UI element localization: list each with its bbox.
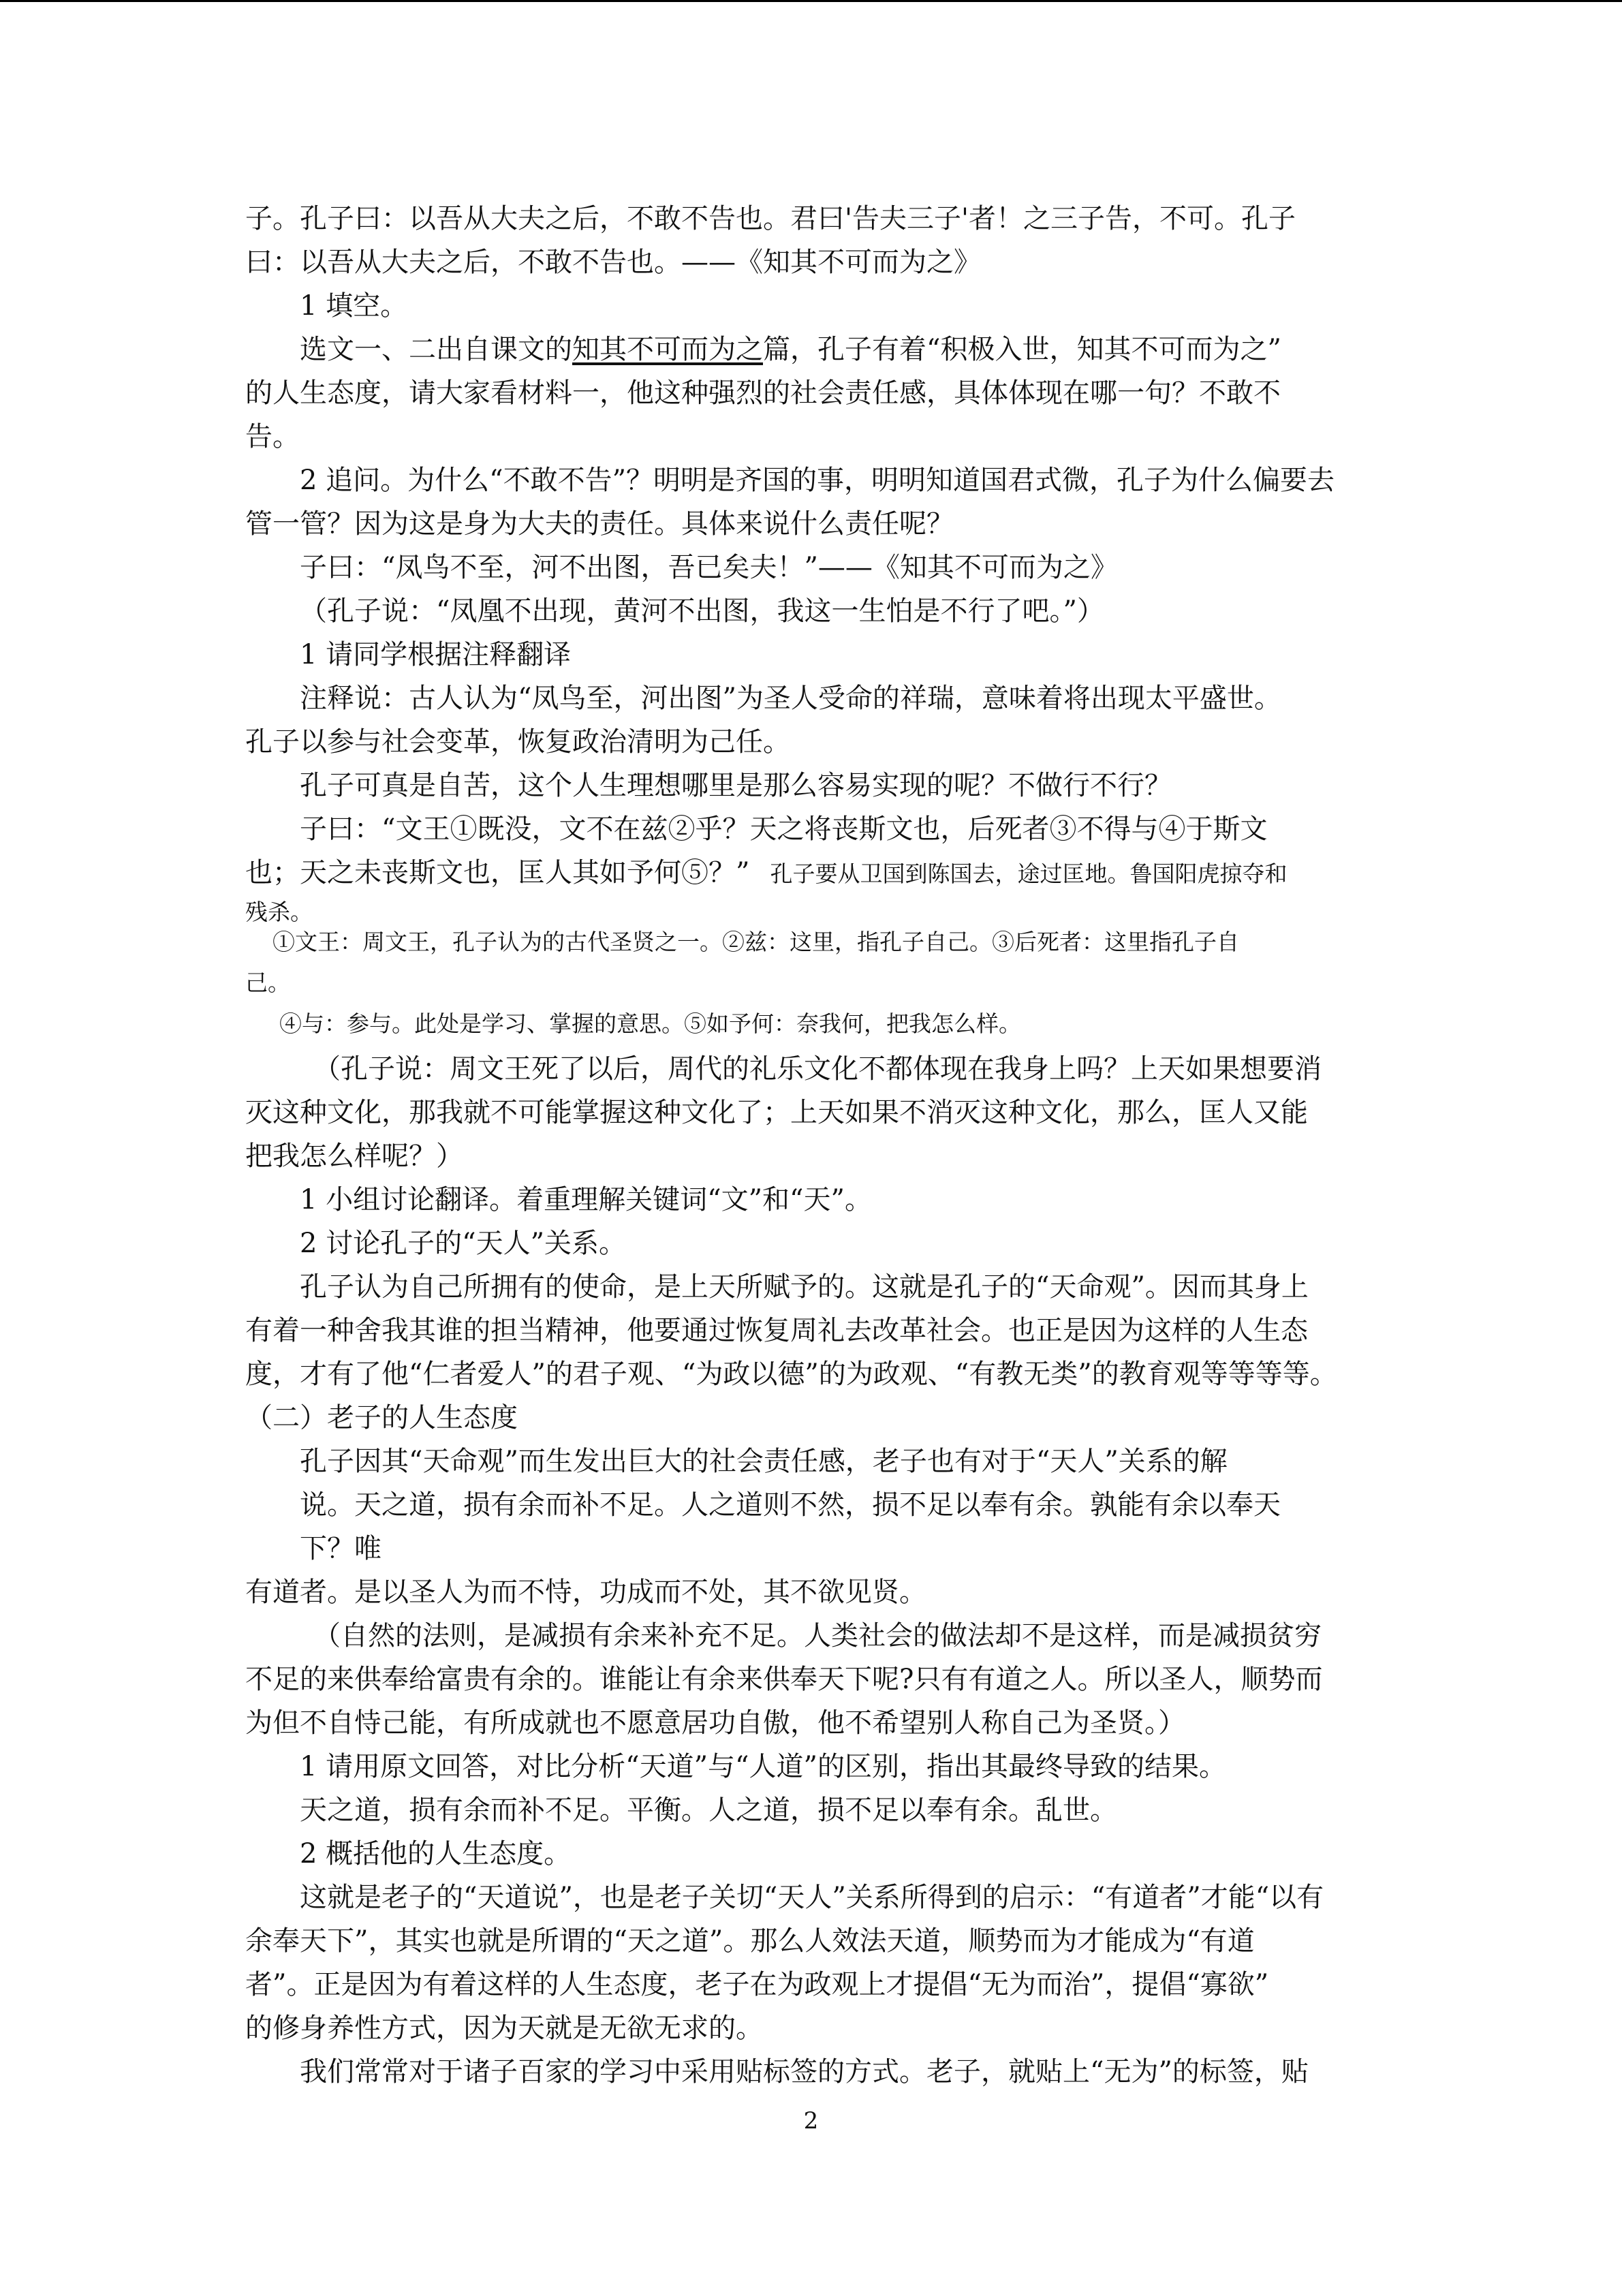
text-line: 我们常常对于诸子百家的学习中采用贴标签的方式。老子，就贴上“无为”的标签，贴 [300, 2056, 1309, 2088]
text-line: 为但不自恃己能，有所成就也不愿意居功自傲，他不希望别人称自己为圣贤。） [245, 1707, 1185, 1739]
text-line: 管一管？因为这是身为大夫的责任。具体来说什么责任呢？ [245, 508, 954, 540]
text-line: 注释说：古人认为“凤鸟至，河出图”为圣人受命的祥瑞，意味着将出现太平盛世。 [300, 683, 1281, 714]
footnote-line: ①文王：周文王，孔子认为的古代圣贤之一。②兹：这里，指孔子自己。③后死者：这里指孔子自 [272, 929, 1239, 955]
text-run: 篇，孔子有着“积极入世，知其不可而为之” [763, 334, 1281, 365]
text-line: 下？唯 [300, 1533, 381, 1564]
text-line: 把我怎么样呢？） [245, 1141, 463, 1172]
text-line: 的修身养性方式，因为天就是无欲无求的。 [245, 2013, 763, 2044]
text-line: 1 请同学根据注释翻译 [300, 639, 572, 670]
section-heading: （二）老子的人生态度 [245, 1402, 518, 1433]
text-line: 孔子因其“天命观”而生发出巨大的社会责任感，老子也有对于“天人”关系的解 [300, 1446, 1228, 1477]
text-line: 有着一种舍我其谁的担当精神，他要通过恢复周礼去改革社会。也正是因为这样的人生态 [245, 1315, 1308, 1346]
text-line: 子曰：“文王①既没，文不在兹②乎？天之将丧斯文也，后死者③不得与④于斯文 [300, 813, 1268, 845]
text-line: （孔子说：“凤凰不出现，黄河不出图，我这一生怕是不行了吧。”） [300, 595, 1104, 627]
text-line: 残杀。 [245, 899, 313, 925]
footnote-line: 己。 [245, 969, 290, 996]
text-line: 这就是老子的“天道说”，也是老子关切“天人”关系所得到的启示：“有道者”才能“以有 [300, 1882, 1324, 1913]
text-line: 孔子可真是自苦，这个人生理想哪里是那么容易实现的呢？不做行不行？ [300, 770, 1172, 801]
text-line: 告。 [245, 421, 300, 452]
text-line: 1 小组讨论翻译。着重理解关键词“文”和“天”。 [300, 1184, 872, 1215]
text-line: 天之道，损有余而补不足。平衡。人之道，损不足以奉有余。乱世。 [300, 1795, 1117, 1826]
underlined-title: 知其不可而为之 [572, 334, 763, 365]
text-line: （孔子说：周文王死了以后，周代的礼乐文化不都体现在我身上吗？上天如果想要消 [313, 1053, 1322, 1085]
footnote-line: ④与：参与。此处是学习、掌握的意思。⑤如予何：奈我何，把我怎么样。 [279, 1010, 1021, 1037]
text-line [0, 328, 1622, 371]
text-line: 灭这种文化，那我就不可能掌握这种文化了；上天如果不消灭这种文化，那么，匡人又能 [245, 1097, 1308, 1128]
text-line: 2 追问。为什么“不敢不告”？明明是齐国的事，明明知道国君式微，孔子为什么偏要去 [300, 465, 1335, 496]
small-text-run: 孔子要从卫国到陈国去，途过匡地。鲁国阳虎掠夺和 [770, 860, 1288, 887]
text-line: 子曰：“凤鸟不至，河不出图，吾已矣夫！”——《知其不可而为之》 [300, 552, 1118, 583]
text-line: （自然的法则，是减损有余来补充不足。人类社会的做法却不是这样，而是减损贫穷 [313, 1620, 1322, 1651]
page-number: 2 [803, 2107, 819, 2135]
text-line: 孔子认为自己所拥有的使命，是上天所赋予的。这就是孔子的“天命观”。因而其身上 [300, 1271, 1309, 1303]
text-line: 的人生态度，请大家看材料一，他这种强烈的社会责任感，具体体现在哪一句？不敢不 [245, 377, 1281, 409]
text-line: 有道者。是以圣人为而不恃，功成而不处，其不欲见贤。 [245, 1577, 926, 1608]
text-line: 子。孔子曰：以吾从大夫之后，不敢不告也。君曰'告夫三子'者！之三子告，不可。孔子 [245, 203, 1296, 234]
text-line: 1 填空。 [300, 290, 408, 322]
text-line: 不足的来供奉给富贵有余的。谁能让有余来供奉天下呢?只有有道之人。所以圣人，顺势而 [245, 1664, 1323, 1695]
text-run: 也；天之未丧斯文也，匡人其如予何⑤？” [245, 857, 750, 888]
text-line: 者”。正是因为有着这样的人生态度，老子在为政观上才提倡“无为而治”，提倡“寡欲” [245, 1969, 1269, 2000]
text-line: 曰：以吾从大夫之后，不敢不告也。——《知其不可而为之》 [245, 247, 981, 278]
text-line [0, 851, 1622, 895]
text-line: 说。天之道，损有余而补不足。人之道则不然，损不足以奉有余。孰能有余以奉天 [300, 1489, 1281, 1521]
text-line: 度，才有了他“仁者爱人”的君子观、“为政以德”的为政观、“有教无类”的教育观等等等等。 [245, 1359, 1337, 1390]
text-line: 2 概括他的人生态度。 [300, 1838, 572, 1870]
text-line: 孔子以参与社会变革，恢复政治清明为己任。 [245, 726, 790, 758]
text-line: 1 请用原文回答，对比分析“天道”与“人道”的区别，指出其最终导致的结果。 [300, 1751, 1226, 1782]
text-line: 余奉天下”，其实也就是所谓的“天之道”。那么人效法天道，顺势而为才能成为“有道 [245, 1925, 1255, 1957]
text-line: 2 讨论孔子的“天人”关系。 [300, 1228, 627, 1259]
document-page [0, 2, 1622, 2296]
text-run: 选文一、二出自课文的 [300, 334, 572, 365]
